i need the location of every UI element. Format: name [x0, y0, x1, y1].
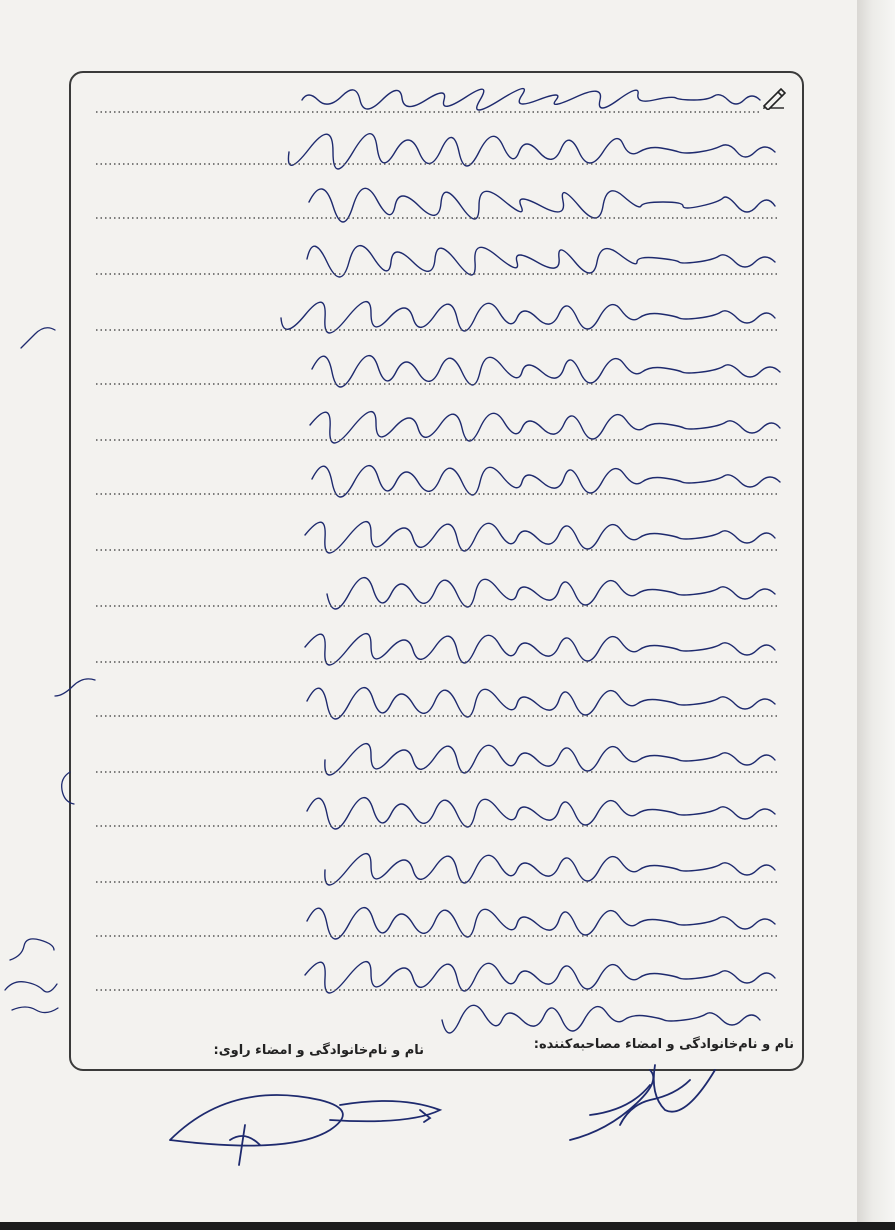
narrator-signature-label: نام و نام‌خانوادگی و امضاء راوی: [213, 1043, 424, 1058]
scan-edge-right [857, 0, 895, 1230]
scan-edge-bottom [0, 1222, 895, 1230]
interviewer-signature-mark [560, 1045, 730, 1155]
interviewer-signature-label: نام و نام‌خانوادگی و امضاء مصاحبه‌کننده: [533, 1037, 794, 1052]
narrator-signature-mark [150, 1080, 470, 1180]
